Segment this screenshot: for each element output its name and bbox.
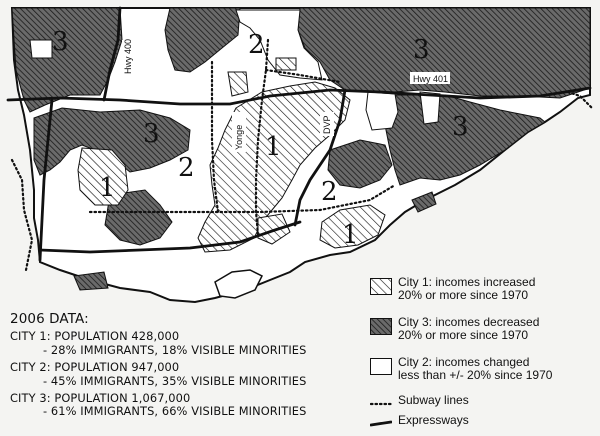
legend-city2-swatch — [370, 358, 392, 375]
city1-zone-north-patch — [276, 58, 296, 70]
legend-city3-line1: City 3: incomes decreased — [398, 315, 540, 329]
city3-demographics: - 61% IMMIGRANTS, 66% VISIBLE MINORITIES — [43, 404, 307, 419]
legend-city1-line1: City 1: incomes increased — [398, 275, 536, 289]
city1-demographics: - 28% IMMIGRANTS, 18% VISIBLE MINORITIES — [43, 342, 307, 357]
city2-population: CITY 2: POPULATION 947,000 — [10, 360, 180, 375]
yonge-label: Yonge — [234, 124, 244, 150]
zone-label-3: 3 — [413, 35, 430, 65]
data-block — [10, 313, 360, 419]
legend-subway-swatch — [370, 396, 392, 413]
data-title: 2006 DATA: — [10, 311, 89, 327]
legend-city1-line2: 20% or more since 1970 — [398, 288, 529, 302]
zone-label-2: 2 — [248, 30, 265, 60]
zone-label-3: 3 — [52, 27, 69, 57]
zone-label-3: 3 — [452, 112, 469, 142]
legend-city3-line2: 20% or more since 1970 — [398, 328, 529, 342]
legend-subway-label: Subway lines — [398, 393, 469, 407]
zone-label-2: 2 — [321, 177, 338, 207]
legend-city2-line2: less than +/- 20% since 1970 — [398, 368, 553, 382]
zone-label-3: 3 — [143, 119, 160, 149]
legend-city2-line1: City 2: incomes changed — [398, 355, 530, 369]
city1-population: CITY 1: POPULATION 428,000 — [10, 329, 180, 344]
city2-zone-nw-notch — [30, 40, 52, 58]
subway-west-boundary — [12, 160, 32, 270]
hwy401-label: Hwy 401 — [413, 74, 449, 84]
city2-demographics: - 45% IMMIGRANTS, 35% VISIBLE MINORITIES — [43, 373, 307, 388]
city1-zone-northwest-patch — [228, 72, 248, 96]
legend-city1-swatch — [370, 278, 392, 295]
legend-city3-swatch — [370, 318, 392, 335]
zone-label-1: 1 — [265, 132, 282, 162]
zone-label-2: 2 — [178, 153, 195, 183]
hwy400-label: Hwy 400 — [123, 38, 133, 74]
legend-expressway-swatch — [370, 416, 392, 433]
city2-zone-ne-notch — [366, 92, 398, 130]
dvp-label: DVP — [322, 115, 332, 134]
city3-population: CITY 3: POPULATION 1,067,000 — [10, 391, 191, 406]
zone-label-1: 1 — [342, 220, 359, 250]
city3-zone-northeast — [298, 8, 590, 98]
zone-label-1: 1 — [99, 173, 116, 203]
legend-expressways-label: Expressways — [398, 413, 469, 427]
